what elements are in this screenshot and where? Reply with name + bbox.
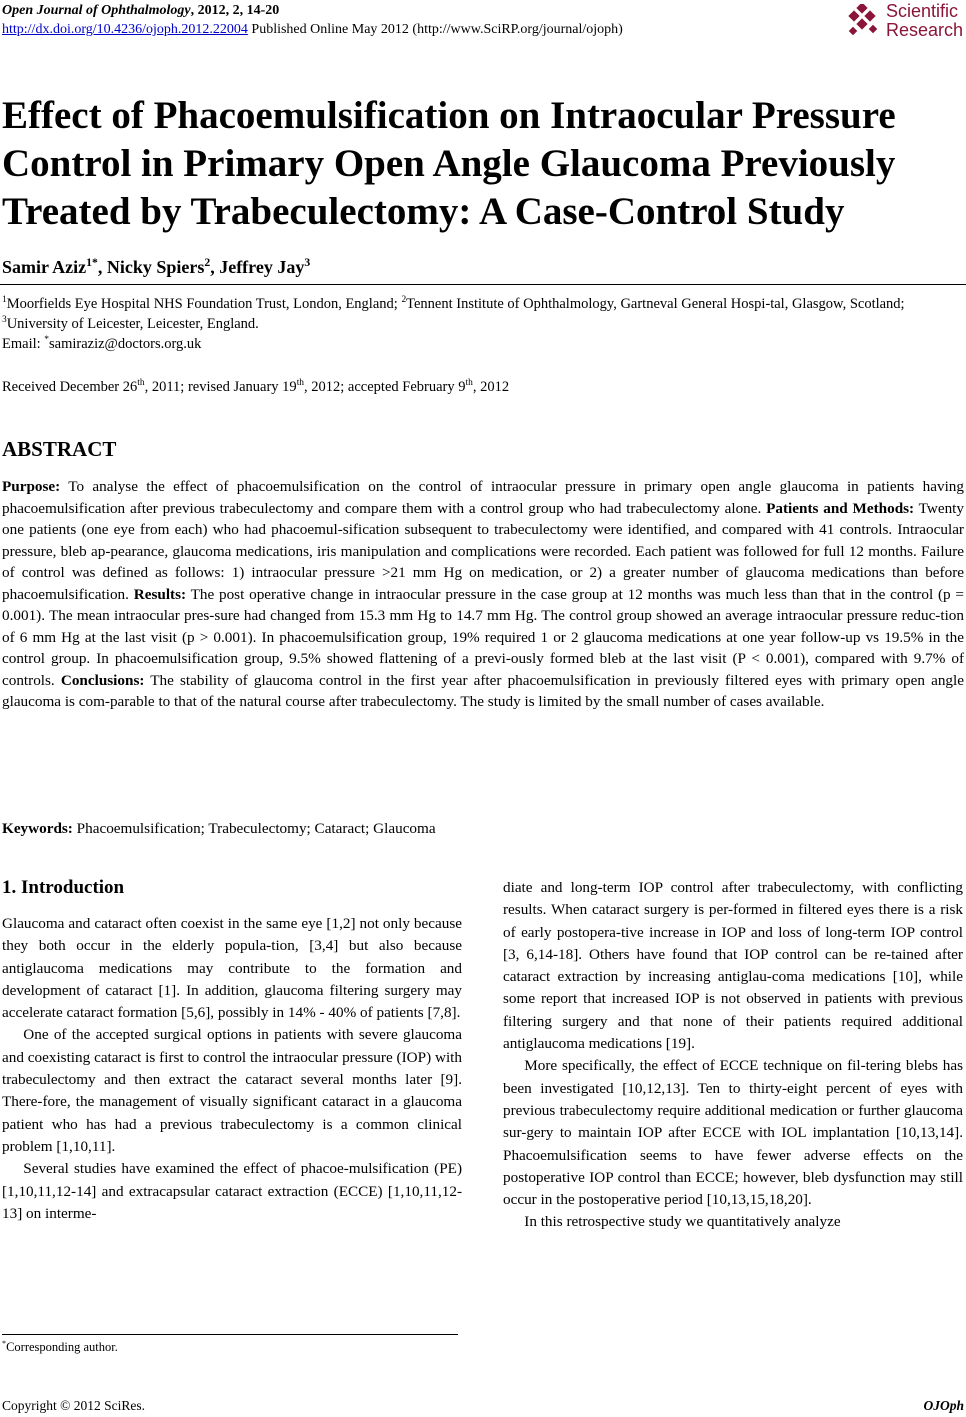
doi-line [2,21,623,38]
journal-name: Open Journal of Ophthalmology [2,3,191,18]
footnote-divider [2,1334,458,1335]
received-dates: Received December 26th, 2011; revised January 19th, 2012; accepted February 9th, 2012 [2,378,510,395]
abstract-heading: ABSTRACT [2,437,117,461]
copyright: Copyright © 2012 SciRes. [2,1398,146,1413]
doi-link[interactable]: http://dx.doi.org/10.4236/ojoph.2012.22004 [2,22,248,37]
journal-header [2,2,279,19]
paragraph: Glaucoma and cataract often coexist in the same eye [1,2] not only because they both occur in the elderly popula-tion, [3,4] but also because antiglaucoma medications may contribute to the formation and development of cataract [1]. In addition, glaucoma filtering surgery may accelerate cataract formation [5,6], possibly in 14% - 40% of patients [7,8]. [2,915,462,1022]
published-text: Published Online May 2012 (http://www.SciRP.org/journal/ojoph) [247,22,623,37]
paper-title: Effect of Phacoemulsification on Intraocular Pressure Control in Primary Open Angle Glaucoma Previously Treated by Trabeculectomy: A Case-Control Study [2,94,896,233]
author-name: Jeffrey Jay [219,257,305,277]
keywords: Keywords: Phacoemulsification; Trabeculectomy; Cataract; Glaucoma [2,820,436,837]
footnote: *Corresponding author. [2,1338,118,1354]
logo-text: Scientific Research [886,1,964,40]
email-label: Email: [2,336,45,352]
author-name: Nicky Spiers [106,257,205,277]
paragraph: Several studies have examined the effect of phacoe-mulsification (PE) [1,10,11,12-14] and extracapsular cataract extraction (ECCE) [1,10,11,12-13] on interme- [2,1160,462,1222]
scientific-research-logo-icon [846,4,882,40]
paragraph: One of the accepted surgical options in patients with severe glaucoma and coexisting cataract is first to control the intraocular pressure (IOP) with trabeculectomy and then extract the cataract several months later [9]. There-fore, the management of visually significant cataract in a glaucoma patient who has had a previous trabeculectomy is a common clinical problem [1,10,11]. [2,1026,462,1155]
volume-info: , 2012, 2, 14-20 [190,3,280,18]
author-name: Samir Aziz [2,257,87,277]
author-list: Samir Aziz$^{1*}$, Nicky Spiers$^2$, Jeffrey Jay$^3$ [2,256,311,277]
email-address[interactable]: samiraziz@doctors.org.uk [49,336,202,352]
abstract-body: Purpose: To analyse the effect of phacoemulsification on the control of intraocular pressure in primary open angle glaucoma in patients having phacoemulsification after previous trabeculectomy and compare them with a control group who had trabeculectomy alone. Patients and Methods: Twenty one patients (one eye from each) who had phacoemul-sification subsequent to trabeculectomy were identified, and compared with 41 controls. Intraocular pressure, bleb ap-pearance, glaucoma medications, iris manipulation and complications were recorded. Each patient was followed for full 12 months. Failure of control was defined as follows: 1) intraocular pressure >21 mm Hg on medication, or 2) a greater number of glaucoma medications than before phacoemulsification. Results: The post operative change in intraocular pressure in the case group at 12 months was much less than that in the control (p = 0.001). The mean intraocular pres-sure had changed from 15.3 mm Hg to 14.7 mm Hg. The control group showed an average intraocular pressure reduc-tion of 6 mm Hg at the last visit (p > 0.001). In phacoemulsification group, 19% required 1 or 2 glaucoma medications at one year follow-up vs 19.5% in the control group. In phacoemulsification group, 9.5% showed flattening of a previ-ously formed bleb at the last visit (P < 0.001), compared with 9.7% of controls. Conclusions: The stability of glaucoma control in the first year after phacoemulsification in previously filtered eyes with primary open angle glaucoma is com-parable to that of the natural course after trabeculectomy. The study is limited by the small number of cases available. [2,478,964,710]
header-divider [0,284,966,285]
journal-abbrev: OJOph [923,1398,964,1413]
left-column [2,913,462,1225]
right-column [503,877,963,1234]
publisher-logo [846,2,964,42]
paragraph: More specifically, the effect of ECCE technique on fil-tering blebs has been investigated [10,12,13]. Ten to thirty-eight percent of eyes with previous trabeculectomy require additional medication or further glaucoma sur-gery to maintain IOP after ECCE with IOL implantation [10,13,14]. Phacoemulsification seems to have fewer adverse effects on the postoperative IOP control than ECCE; however, bleb dysfunction may still occur in the postoperative period [10,13,15,18,20]. [503,1057,963,1209]
section-heading-introduction: 1. Introduction [2,877,125,898]
affiliations: $^1$Moorfields Eye Hospital NHS Foundation Trust, London, England; $^2$Tennent Institute of Ophthalmology, Gartneval General Hospi-tal, Glasgow, Scotland; $^3$University of Leicester, Leicester, England. Email: *samiraziz@doctors.org.uk [2,295,905,352]
paragraph: diate and long-term IOP control after trabeculectomy, with conflicting results. When cataract surgery is per-formed in filtered eyes there is a risk of early postopera-tive increase in IOP and loss of long-term IOP control [3, 6,14-18]. Others have found that IOP control can be re-tained after cataract extraction by increasing antiglau-coma medications [10], while some report that increased IOP is not observed in patients with previous filtering surgery and that none of their patients required additional antiglaucoma medications [19]. [503,879,963,1053]
paragraph: In this retrospective study we quantitatively analyze [524,1213,841,1231]
